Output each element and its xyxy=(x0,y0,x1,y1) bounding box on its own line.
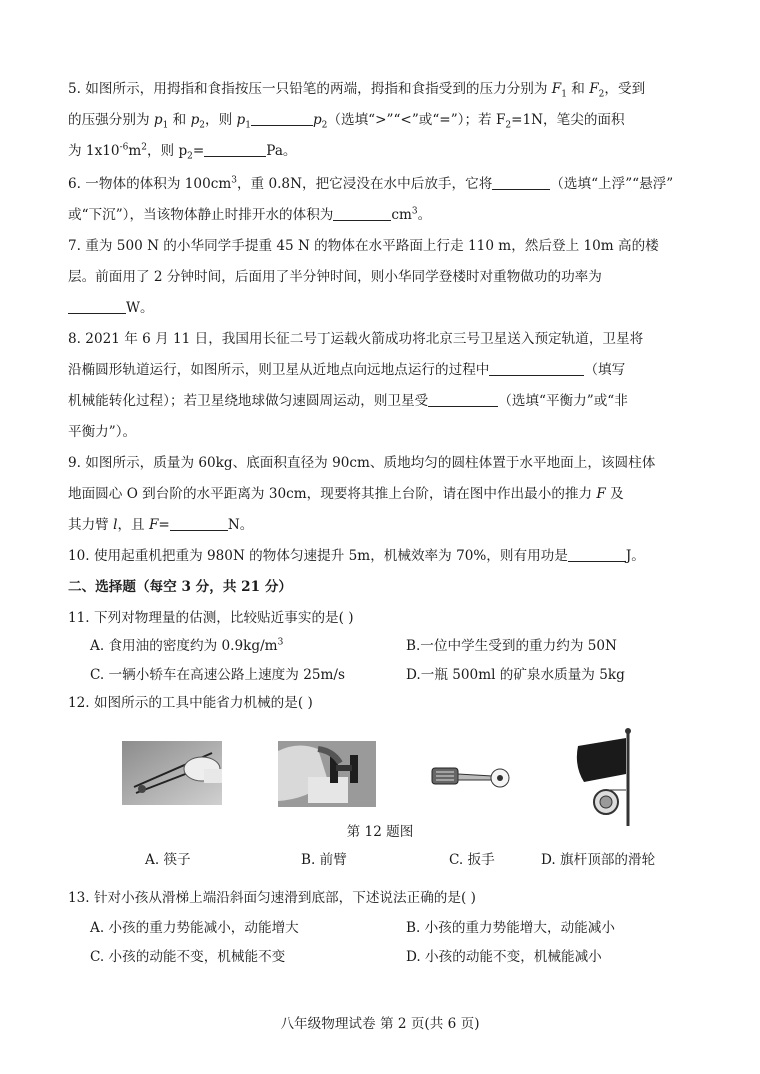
question-13-stem: 13. 针对小孩从滑梯上端沿斜面匀速滑到底部，下述说法正确的是( ) xyxy=(68,890,476,906)
answer-blank[interactable] xyxy=(489,361,584,376)
answer-blank[interactable] xyxy=(428,392,498,407)
question-9-line-1: 9. 如图所示，质量为 60kg、底面积直径为 90cm、质地均匀的圆柱体置于水平地面上，该圆柱体 xyxy=(68,455,656,471)
chopsticks-image xyxy=(122,741,222,805)
question-6-line-2: 或“下沉”），当该物体静止时排开水的体积为 $cm^3$。 xyxy=(68,206,432,223)
answer-blank[interactable] xyxy=(333,206,391,221)
question-8 xyxy=(68,324,696,448)
question-13-option-c[interactable]: C. 小孩的动能不变，机械能不变 xyxy=(90,949,286,965)
question-8-line-3: 机械能转化过程）；若卫星绕地球做匀速圆周运动，则卫星受 （选填“平衡力”或“非 xyxy=(68,393,628,409)
question-8-line-2: 沿椭圆形轨道运行，如图所示，则卫星从近地点向远地点运行的过程中 （填写 xyxy=(68,362,626,378)
question-8-line-1: 8. 2021 年 6 月 11 日，我国用长征二号丁运载火箭成功将北京三号卫星送入预定轨道，卫星将 xyxy=(68,331,644,347)
question-12-option-b[interactable]: B. 前臂 xyxy=(301,852,347,868)
question-9 xyxy=(68,448,696,541)
question-12-stem: 12. 如图所示的工具中能省力机械的是( ) xyxy=(68,695,313,711)
question-7-line-2: 层。前面用了 2 分钟时间，后面用了半分钟时间，则小华同学登楼时对重物做功的功率为 xyxy=(68,269,602,285)
question-9-line-2: 地面圆心 O 到台阶的水平距离为 30cm，现要将其推上台阶，请在图中作出最小的推力 F 及 xyxy=(68,486,624,502)
question-11-option-a[interactable]: A. 食用油的密度约为 $0.9kg/m^3$ xyxy=(90,637,284,654)
question-12-option-a[interactable]: A. 筷子 xyxy=(145,852,191,868)
question-5-line-1: 5. 如图所示，用拇指和食指按压一只铅笔的两端，拇指和食指受到的压力分别为 $F_1$ 和 $F_2$，受到 xyxy=(68,81,646,100)
question-5 xyxy=(68,74,696,167)
answer-blank[interactable] xyxy=(68,299,126,314)
wrench-image xyxy=(428,762,512,792)
question-12-option-c[interactable]: C. 扳手 xyxy=(449,852,495,868)
forearm-dumbbell-image xyxy=(278,741,376,807)
question-7 xyxy=(68,231,696,324)
page-footer: 八年级物理试卷 第 2 页(共 6 页) xyxy=(280,1016,480,1032)
question-11-stem: 11. 下列对物理量的估测，比较贴近事实的是( ) xyxy=(68,610,354,626)
answer-blank[interactable] xyxy=(170,516,228,531)
question-11-option-d[interactable]: D.一瓶 500ml 的矿泉水质量为 5kg xyxy=(406,667,625,683)
answer-blank[interactable] xyxy=(251,111,313,126)
question-7-line-1: 7. 重为 500 N 的小华同学手提重 45 N 的物体在水平路面上行走 110 m，然后登上 10m 高的楼 xyxy=(68,238,659,254)
question-7-line-3: W。 xyxy=(68,293,696,324)
answer-blank[interactable] xyxy=(568,547,626,562)
question-5-line-3: 为 $1x10^{-6}m^2$，则 $p_2= Pa$。 xyxy=(68,142,297,162)
question-13-option-d[interactable]: D. 小孩的动能不变，机械能减小 xyxy=(406,949,602,965)
question-11-option-b[interactable]: B.一位中学生受到的重力约为 50N xyxy=(406,638,617,654)
figure-12-caption: 第 12 题图 xyxy=(346,824,414,840)
question-13-option-a[interactable]: A. 小孩的重力势能减小，动能增大 xyxy=(90,920,299,936)
question-13-option-b[interactable]: B. 小孩的重力势能增大，动能减小 xyxy=(406,920,615,936)
question-5-line-2: 的压强分别为 $p_1$ 和 $p_2$，则 $p_1$ $p_2$（选填“>”“<”或“=”）；若 $F_2=1N$，笔尖的面积 xyxy=(68,112,625,131)
question-9-line-3: 其力臂 l，且 F= N。 xyxy=(68,517,254,533)
flagpole-pulley-image xyxy=(568,726,640,826)
answer-blank[interactable] xyxy=(492,175,550,190)
question-12-option-d[interactable]: D. 旗杆顶部的滑轮 xyxy=(541,852,656,868)
question-10: 10. 使用起重机把重为 980N 的物体匀速提升 5m，机械效率为 70%，则有用功是 J。 xyxy=(68,548,645,564)
question-11-option-c[interactable]: C. 一辆小轿车在高速公路上速度为 25m/s xyxy=(90,667,345,683)
section-heading: 二、选择题（每空 3 分，共 21 分） xyxy=(68,579,293,595)
question-6-line-1: 6. 一物体的体积为 $100cm^3$，重 0.8N，把它浸没在水中后放手，它将 （选填“上浮”“悬浮” xyxy=(68,175,674,192)
question-6 xyxy=(68,169,696,231)
answer-blank[interactable] xyxy=(204,142,266,157)
question-8-line-4: 平衡力”）。 xyxy=(68,424,137,440)
